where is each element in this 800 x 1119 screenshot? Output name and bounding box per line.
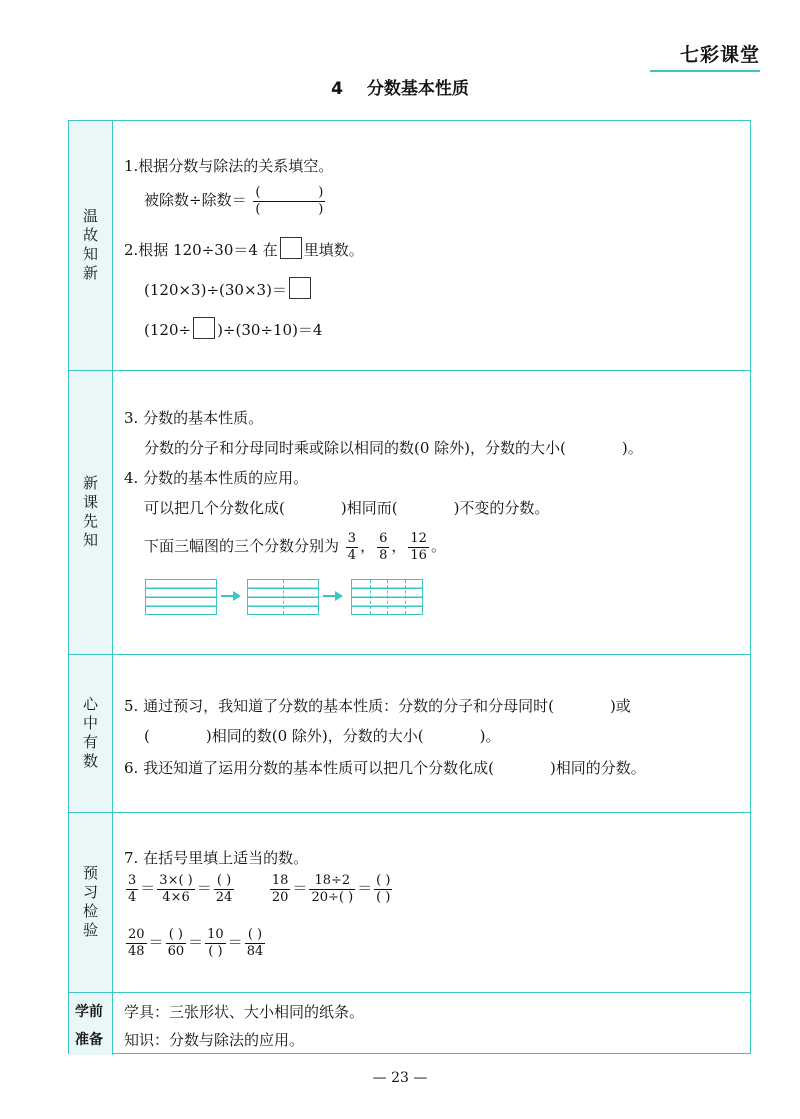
question-5-text-b: )或: [609, 697, 631, 715]
paper-strip-2: [247, 579, 319, 615]
fraction-denominator: 20÷( ): [311, 889, 354, 905]
question-3: 3. 分数的基本性质。: [124, 409, 264, 427]
equation-text: (120×3)÷(30×3)＝: [144, 281, 287, 299]
fraction-denominator: 84: [246, 943, 264, 959]
equals-sign: ＝: [188, 933, 204, 952]
question-7: 7. 在括号里填上适当的数。: [124, 849, 309, 867]
question-2: [124, 237, 364, 260]
question-4-text-c: )不变的分数。: [453, 499, 550, 517]
fraction-numerator: 12: [410, 531, 427, 546]
fraction-denominator: 4: [347, 547, 357, 563]
fraction-denominator: 8: [379, 547, 388, 563]
fraction[interactable]: [205, 927, 226, 959]
section-check: [69, 813, 750, 993]
section-mind: [69, 655, 750, 813]
fraction-denominator: 60: [167, 943, 185, 959]
arrow-right-icon: [221, 589, 241, 603]
lesson-number: 4: [331, 79, 343, 99]
prep-label-2: 准备: [75, 1032, 103, 1048]
lesson-title: 分数基本性质: [366, 79, 469, 99]
equals-sign: ＝: [227, 933, 243, 952]
worksheet: [68, 120, 751, 1054]
equals-sign: ＝: [148, 933, 164, 952]
fraction-numerator: 6: [379, 531, 388, 546]
question-2-text-a: 2.根据 120÷30＝4 在: [124, 241, 278, 259]
fraction-numerator: 3: [347, 531, 357, 546]
section-label: [69, 993, 113, 1055]
section-label: [69, 371, 113, 654]
blank-fraction[interactable]: [253, 185, 325, 217]
fraction: [408, 531, 429, 563]
question-1-equation: [144, 185, 327, 217]
fraction[interactable]: [245, 927, 266, 959]
fraction-denominator: ( ): [208, 943, 223, 959]
question-1: 1.根据分数与除法的关系填空。: [124, 157, 334, 175]
equation-text-a: (120÷: [144, 321, 192, 339]
fraction: [346, 531, 358, 563]
fraction-numerator: 18÷2: [309, 873, 355, 890]
paper-strip-3: [351, 579, 423, 615]
section-body: [113, 121, 750, 370]
fraction-numerator: 18: [271, 873, 289, 888]
page-number: — 23 —: [372, 1070, 428, 1086]
question-3-line: [144, 437, 643, 458]
fraction-denominator: ( ): [255, 201, 324, 217]
fraction-denominator: 4: [128, 889, 137, 905]
section-prep: [69, 993, 750, 1055]
prep-tools: 学具：三张形状、大小相同的纸条。: [124, 1003, 365, 1021]
equation-text-b: )÷(30÷10)＝4: [217, 321, 323, 339]
question-4-line: [144, 497, 549, 518]
question-5-text-d: )相同的数(0 除外)，分数的大小(: [205, 727, 424, 745]
fraction-numerator: ( ): [376, 873, 391, 888]
fraction: [126, 873, 138, 905]
question-6: [124, 757, 646, 778]
question-2-line-2: [144, 317, 322, 340]
section-body: [113, 655, 750, 812]
fraction: [270, 873, 291, 905]
fold-line: [387, 580, 388, 614]
fraction-numerator: 20: [128, 927, 145, 942]
answer-box: [280, 237, 302, 259]
fraction-numerator: ( ): [245, 927, 266, 944]
equals-sign: ＝: [357, 879, 373, 898]
figures-intro: 下面三幅图的三个分数分别为: [144, 537, 340, 556]
fraction[interactable]: [374, 873, 392, 905]
section-label: [69, 813, 113, 992]
fold-line: [283, 580, 284, 614]
section-label: [69, 655, 113, 812]
fraction-denominator: 4×6: [162, 889, 190, 905]
section-label-text: 预习检验: [81, 864, 99, 941]
fold-line: [370, 580, 371, 614]
fraction[interactable]: [309, 873, 355, 905]
fraction-numerator: 3×( ): [159, 873, 193, 888]
brand-underline: [650, 70, 760, 72]
separator: ，: [391, 537, 407, 556]
question-6-text-a: 6. 我还知道了运用分数的基本性质可以把几个分数化成(: [124, 759, 494, 777]
question-3-text: 分数的分子和分母同时乘或除以相同的数(0 除外)，分数的大小(: [144, 439, 566, 457]
answer-box[interactable]: [289, 277, 311, 299]
equals-sign: ＝: [196, 879, 212, 898]
fraction-denominator: 20: [271, 889, 289, 905]
section-label-text: 温故知新: [81, 207, 99, 284]
equals-sign: ＝: [292, 879, 308, 898]
question-5-text-a: 5. 通过预习，我知道了分数的基本性质：分数的分子和分母同时(: [124, 697, 554, 715]
fraction-denominator: 16: [410, 547, 427, 563]
separator: ，: [360, 537, 376, 556]
question-5-text-c: (: [144, 727, 150, 745]
equation-row-2: [124, 927, 267, 959]
page-title: [0, 74, 800, 99]
arrow-right-icon: [323, 589, 343, 603]
brand-logo: [650, 40, 760, 72]
section-label: [69, 121, 113, 370]
question-4-text-b: )相同而(: [340, 499, 398, 517]
fraction: [126, 927, 147, 959]
fraction-numerator: 3: [128, 873, 137, 888]
question-4-figures-text: [144, 531, 446, 563]
question-2-line-1: [144, 277, 313, 300]
fraction[interactable]: [214, 873, 235, 905]
fraction-denominator: 24: [215, 889, 233, 905]
period: 。: [430, 537, 446, 556]
fraction[interactable]: [166, 927, 187, 959]
fraction-numerator: 10: [207, 927, 224, 942]
fraction-numerator: ( ): [166, 927, 187, 944]
answer-box[interactable]: [193, 317, 215, 339]
question-4-text-a: 可以把几个分数化成(: [144, 499, 285, 517]
fraction-denominator: 48: [128, 943, 145, 959]
question-3-end: )。: [621, 439, 643, 457]
section-body: [113, 813, 750, 992]
question-5-line-2: [144, 725, 500, 746]
section-review: [69, 121, 750, 371]
section-label-text: 新课先知: [81, 474, 99, 551]
fraction-denominator: ( ): [376, 889, 391, 905]
fraction-numerator: ( ): [255, 185, 324, 200]
equation-prefix: 被除数÷除数＝: [144, 191, 247, 210]
question-5-text-e: )。: [479, 727, 501, 745]
question-2-text-b: 里填数。: [303, 241, 364, 259]
section-label-text: 心中有数: [81, 695, 99, 772]
fold-line: [405, 580, 406, 614]
prep-knowledge: 知识：分数与除法的应用。: [124, 1031, 305, 1049]
section-body: [113, 993, 750, 1055]
question-6-text-b: )相同的分数。: [549, 759, 646, 777]
fraction[interactable]: [157, 873, 194, 905]
question-4: 4. 分数的基本性质的应用。: [124, 469, 309, 487]
question-5-line-1: [124, 695, 631, 716]
paper-strip-1: [145, 579, 217, 615]
brand-text: 七彩课堂: [679, 44, 760, 66]
fraction-numerator: ( ): [214, 873, 235, 890]
prep-label-1: 学前: [75, 1004, 103, 1020]
equals-sign: ＝: [140, 879, 156, 898]
equation-row-1: [124, 873, 394, 905]
fraction: [377, 531, 389, 563]
